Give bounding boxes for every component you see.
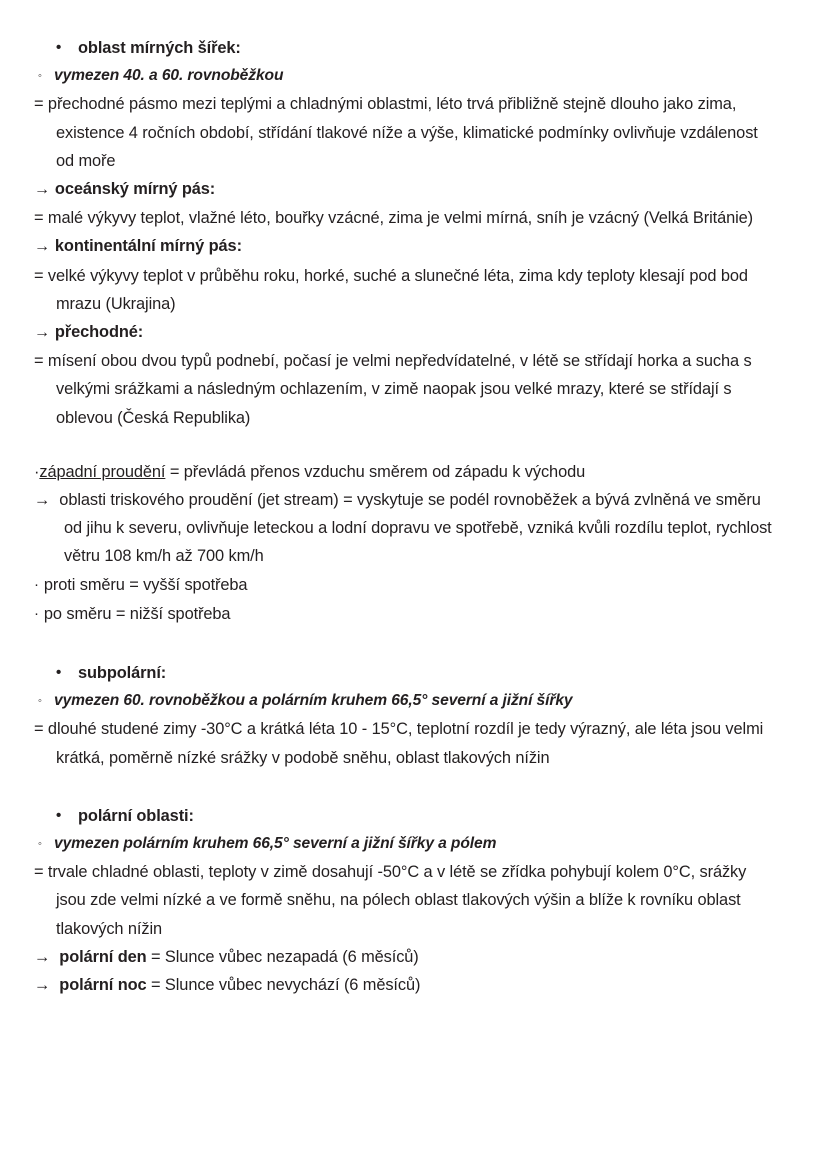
subitem-temperate-zone bbox=[34, 62, 780, 90]
middot-bullet-icon: · bbox=[34, 462, 40, 481]
middot-bullet-icon: · bbox=[34, 604, 39, 622]
spacer bbox=[34, 772, 780, 802]
arrow-right-icon: → bbox=[34, 976, 51, 995]
arrow-right-icon: → bbox=[34, 181, 50, 199]
spacer bbox=[34, 629, 780, 659]
heading-continental-temperate-label: kontinentální mírný pás: bbox=[54, 237, 242, 256]
heading-oceanic-temperate-label: oceánský mírný pás: bbox=[54, 180, 216, 199]
polar-night-definition: = Slunce vůbec nevychází (6 měsíců) bbox=[151, 976, 421, 995]
heading-transitional bbox=[34, 318, 780, 347]
heading-subpolar bbox=[34, 659, 780, 687]
westerlies-bullet-against-label: proti směru = vyšší spotřeba bbox=[43, 575, 248, 594]
spacer bbox=[34, 432, 780, 458]
heading-temperate-zone-label: oblast mírných šířek: bbox=[78, 39, 241, 57]
definition-temperate-zone: = přechodné pásmo mezi teplými a chladnými oblastmi, léto trvá přibližně stejně dlouho jako zima, existence 4 ročních období, střídání tlakové níže a výše, klimatické podmínky ovlivňuje vzdálenost od moře bbox=[34, 95, 758, 170]
heading-subpolar-label: subpolární: bbox=[78, 664, 167, 683]
circle-bullet-icon: ◦ bbox=[38, 838, 42, 851]
bullet-icon: • bbox=[56, 806, 62, 824]
heading-continental-temperate bbox=[34, 232, 780, 261]
polar-day-line bbox=[34, 943, 780, 971]
jet-stream-line bbox=[34, 486, 780, 571]
polar-night-line bbox=[34, 971, 780, 999]
definition-subpolar: = dlouhé studené zimy -30°C a krátká léta 10 - 15°C, teplotní rozdíl je tedy výrazný, ale léta jsou velmi krátká, poměrně nízké srážky v podobě sněhu, oblast tlakových nížin bbox=[34, 720, 764, 767]
arrow-right-icon: → bbox=[34, 324, 50, 342]
jet-stream-text: oblasti triskového proudění (jet stream) = vyskytuje se podél rovnoběžek a bývá zvlněná ve směru od jihu k severu, ovlivňuje leteckou a lodní dopravu ve spotřebě, vzniká kvůli rozdílu teplot, rychlost větru 108 km/h až 700 km/h bbox=[59, 491, 772, 566]
middot-bullet-icon: · bbox=[34, 575, 39, 593]
westerlies-term-line bbox=[34, 458, 780, 486]
bullet-icon: • bbox=[56, 39, 62, 56]
heading-polar-regions bbox=[34, 802, 780, 830]
arrow-right-icon: → bbox=[34, 491, 51, 510]
westerlies-definition: = převládá přenos vzduchu směrem od západu k východu bbox=[169, 462, 586, 481]
circle-bullet-icon: ◦ bbox=[38, 70, 42, 83]
heading-polar-regions-label: polární oblasti: bbox=[78, 806, 194, 825]
subitem-polar-regions bbox=[34, 830, 780, 858]
heading-oceanic-temperate bbox=[34, 175, 780, 204]
polar-day-term: polární den bbox=[59, 947, 147, 966]
westerlies-term: západní proudění bbox=[39, 462, 166, 481]
arrow-right-icon: → bbox=[34, 238, 50, 256]
subitem-subpolar-label: vymezen 60. rovnoběžkou a polárním kruhem 66,5° severní a jižní šířky bbox=[54, 692, 573, 710]
westerlies-bullet-against bbox=[34, 571, 780, 600]
definition-continental-temperate: = velké výkyvy teplot v průběhu roku, horké, suché a slunečné léta, zima kdy teploty klesají pod bod mrazu (Ukrajina) bbox=[34, 266, 748, 313]
polar-night-term: polární noc bbox=[59, 976, 147, 995]
westerlies-bullet-with bbox=[34, 600, 780, 629]
bullet-icon: • bbox=[56, 664, 62, 682]
subitem-subpolar bbox=[34, 687, 780, 715]
subitem-polar-regions-label: vymezen polárním kruhem 66,5° severní a jižní šířky a pólem bbox=[54, 835, 497, 853]
arrow-right-icon: → bbox=[34, 947, 51, 966]
definition-transitional: = mísení obou dvou typů podnebí, počasí je velmi nepředvídatelné, v létě se střídají horka a sucha s velkými srážkami a následným ochlazením, v zimě naopak jsou velké mrazy, které se střídají s oblevou (Česká Republika) bbox=[34, 352, 752, 427]
polar-day-definition: = Slunce vůbec nezapadá (6 měsíců) bbox=[151, 947, 419, 966]
definition-polar-regions: = trvale chladné oblasti, teploty v zimě dosahují -50°C a v létě se zřídka pohybují kolem 0°C, srážky jsou zde velmi nízké a ve formě sněhu, na pólech oblast tlakových výšin a blíže k rovníku oblast tlakových nížin bbox=[34, 863, 747, 938]
subitem-temperate-zone-label: vymezen 40. a 60. rovnoběžkou bbox=[54, 67, 284, 85]
heading-temperate-zone bbox=[34, 34, 780, 62]
definition-oceanic-temperate: = malé výkyvy teplot, vlažné léto, bouřky vzácné, zima je velmi mírná, sníh je vzácný (Velká Británie) bbox=[34, 209, 754, 228]
westerlies-bullet-with-label: po směru = nižší spotřeba bbox=[43, 604, 231, 623]
heading-transitional-label: přechodné: bbox=[54, 323, 144, 342]
circle-bullet-icon: ◦ bbox=[38, 695, 42, 708]
